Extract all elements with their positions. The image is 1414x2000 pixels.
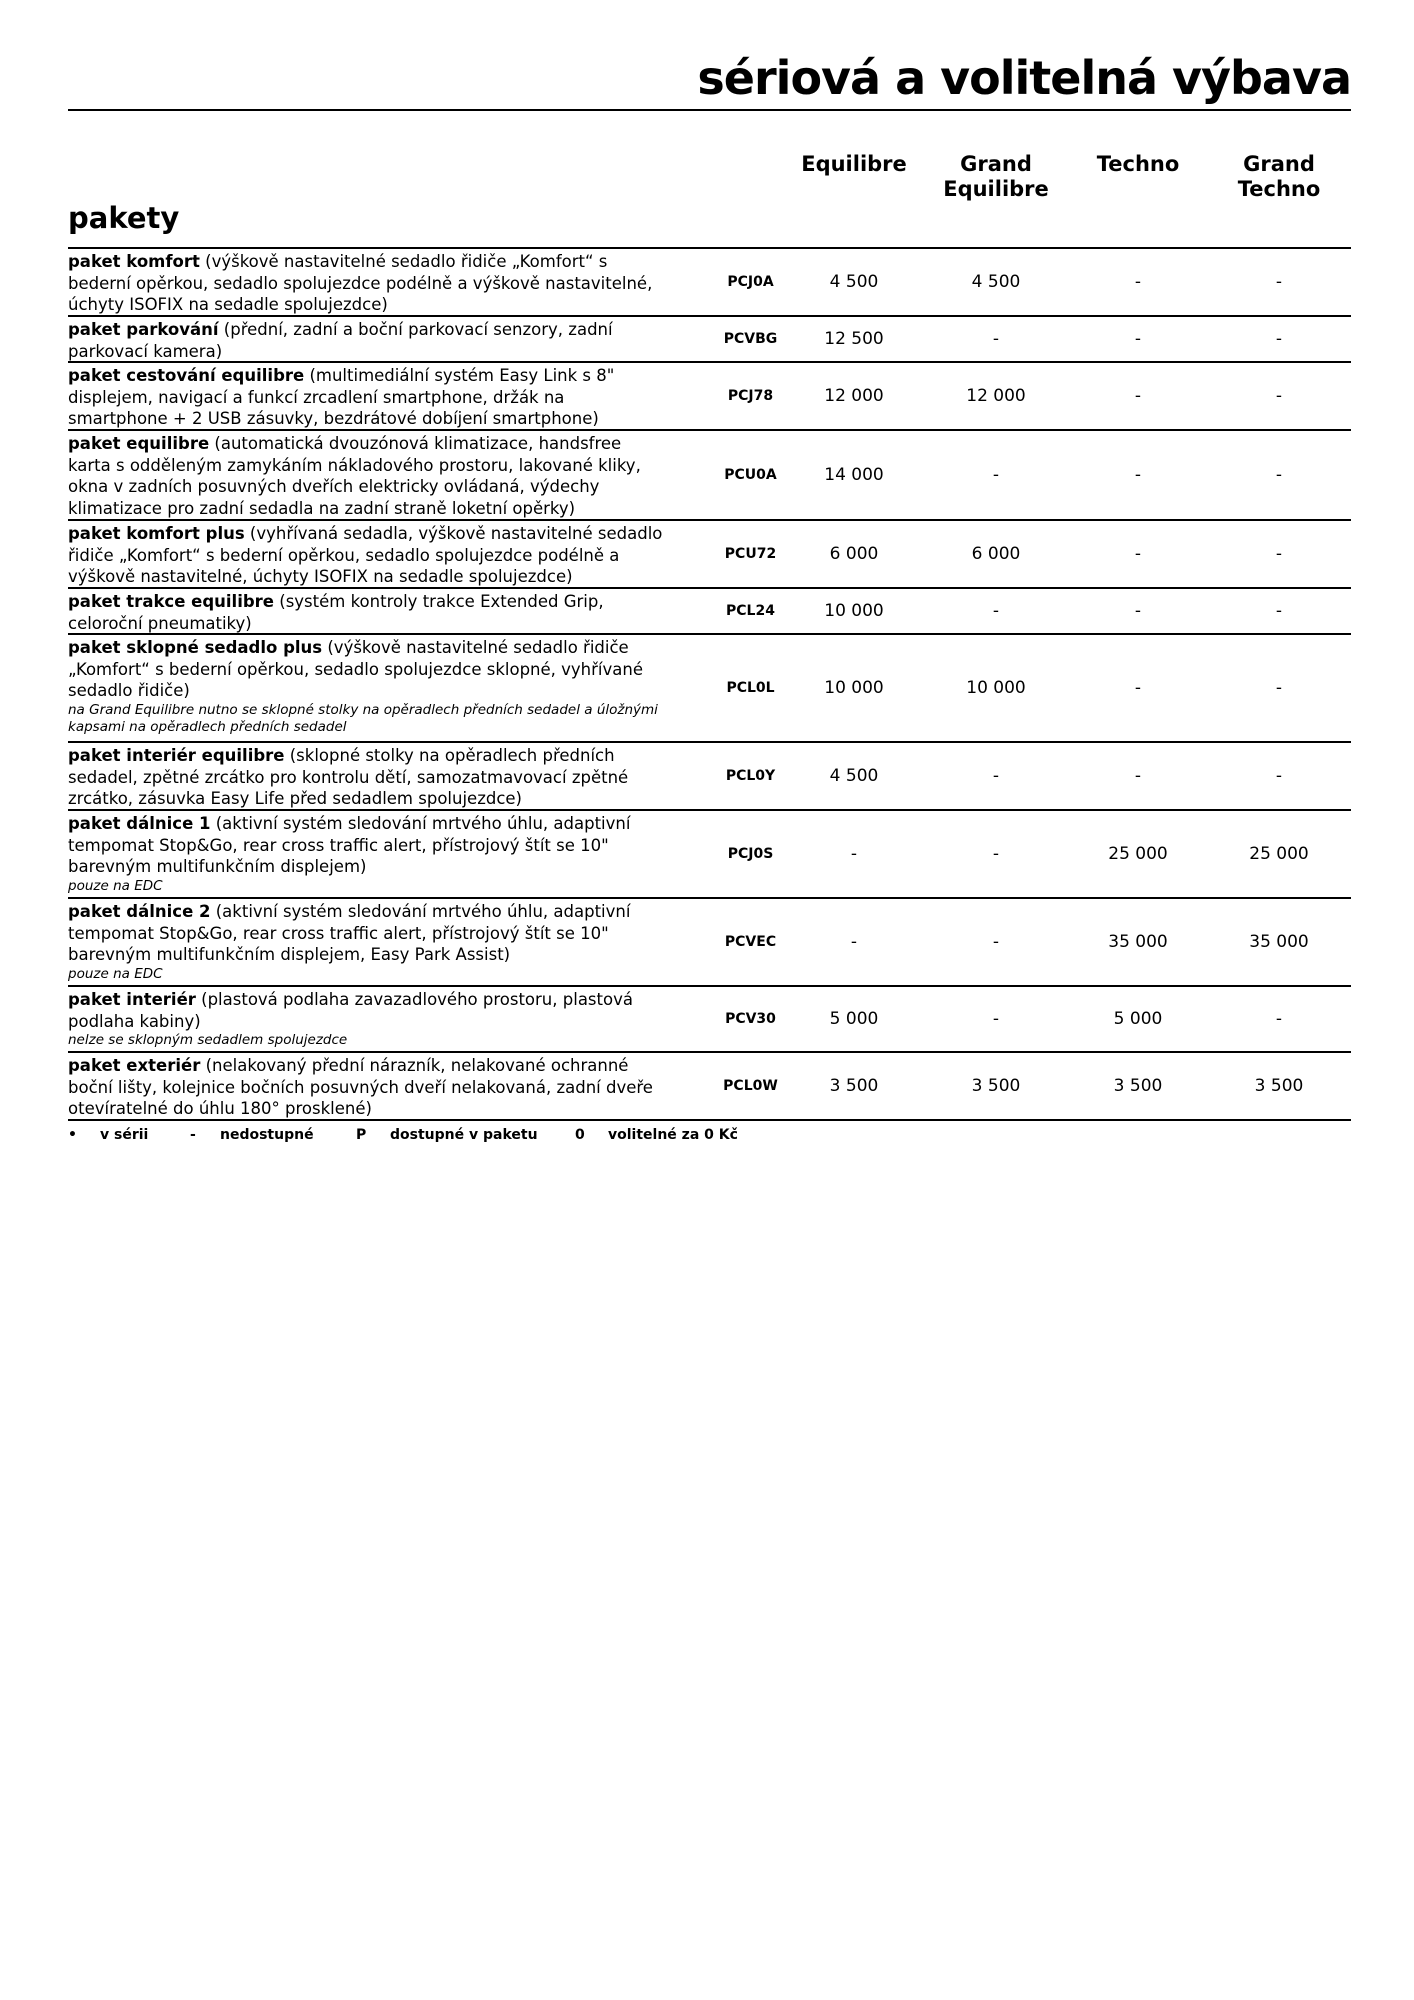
package-details: (plastová podlaha zavazadlového prostoru, plastová podlaha kabiny)	[68, 990, 633, 1031]
price-grand-equilibre: -	[992, 766, 1000, 786]
price-equilibre: 10 000	[824, 601, 884, 621]
package-description	[68, 523, 668, 588]
column-header-grand-techno: Grand Techno	[1237, 152, 1321, 201]
package-code: PCJ0A	[727, 274, 774, 290]
price-techno: 35 000	[1108, 932, 1168, 952]
price-grand-equilibre: -	[992, 1009, 1000, 1029]
page-title: sériová a volitelná výbava	[697, 51, 1351, 105]
package-description	[68, 319, 668, 362]
price-equilibre: 3 500	[829, 1076, 879, 1096]
price-grand-techno: -	[1275, 544, 1283, 564]
title-divider	[68, 109, 1351, 111]
table-row	[68, 987, 1351, 1053]
table-row	[68, 635, 1351, 743]
price-grand-equilibre: 10 000	[966, 678, 1026, 698]
package-details: (multimediální systém Easy Link s 8" displejem, navigací a funkcí zrcadlení smartphone, držák na smartphone + 2 USB zásuvky, bezdrátové dobíjení smartphone)	[68, 366, 615, 428]
package-name: paket sklopné sedadlo plus	[68, 638, 323, 657]
package-note: pouze na EDC	[68, 877, 163, 894]
package-name: paket exteriér	[68, 1056, 201, 1075]
package-code: PCVEC	[724, 934, 777, 950]
legend-text: nedostupné	[220, 1127, 314, 1143]
price-grand-techno: -	[1275, 766, 1283, 786]
package-name: paket trakce equilibre	[68, 592, 275, 611]
price-grand-equilibre: 4 500	[971, 272, 1021, 292]
package-code: PCL24	[726, 603, 775, 619]
price-equilibre: -	[850, 844, 858, 864]
price-grand-techno: -	[1275, 465, 1283, 485]
table-row	[68, 899, 1351, 987]
section-title: pakety	[68, 201, 180, 235]
legend-symbol: 0	[575, 1127, 585, 1143]
price-grand-techno: -	[1275, 386, 1283, 406]
package-code: PCL0W	[723, 1078, 778, 1094]
package-name: paket dálnice 1	[68, 814, 211, 833]
package-name: paket cestování equilibre	[68, 366, 305, 385]
legend	[68, 1125, 1068, 1145]
price-techno: -	[1134, 678, 1142, 698]
column-header-grand-equilibre: Grand Equilibre	[943, 152, 1049, 201]
package-name: paket parkování	[68, 320, 219, 339]
price-grand-techno: 3 500	[1254, 1076, 1304, 1096]
price-equilibre: 6 000	[829, 544, 879, 564]
package-name: paket komfort	[68, 252, 200, 271]
table-row	[68, 743, 1351, 811]
price-equilibre: 5 000	[829, 1009, 879, 1029]
package-description	[68, 433, 668, 519]
legend-symbol: P	[356, 1127, 367, 1143]
package-description	[68, 591, 668, 634]
package-name: paket komfort plus	[68, 524, 245, 543]
legend-symbol: •	[68, 1127, 77, 1143]
package-description	[68, 1055, 668, 1120]
price-techno: 3 500	[1113, 1076, 1163, 1096]
price-equilibre: 12 500	[824, 329, 884, 349]
table-row	[68, 521, 1351, 589]
price-grand-techno: 25 000	[1249, 844, 1309, 864]
package-code: PCU72	[724, 546, 777, 562]
package-code: PCV30	[725, 1011, 776, 1027]
package-code: PCJ0S	[727, 846, 774, 862]
price-grand-techno: 35 000	[1249, 932, 1309, 952]
price-grand-equilibre: -	[992, 601, 1000, 621]
price-grand-equilibre: 3 500	[971, 1076, 1021, 1096]
price-techno: -	[1134, 601, 1142, 621]
package-code: PCU0A	[724, 467, 777, 483]
package-name: paket equilibre	[68, 434, 210, 453]
price-equilibre: 14 000	[824, 465, 884, 485]
package-details: (automatická dvouzónová klimatizace, handsfree karta s odděleným zamykáním nákladového prostoru, lakované kliky, okna v zadních posuvných dveřích elektricky ovládaná, výdechy klimatizace pro zadní sedadla na zadní straně loketní opěrky)	[68, 434, 641, 518]
price-grand-equilibre: 12 000	[966, 386, 1026, 406]
package-details: (systém kontroly trakce Extended Grip, celoroční pneumatiky)	[68, 592, 604, 633]
price-equilibre: 10 000	[824, 678, 884, 698]
package-description	[68, 813, 668, 895]
price-equilibre: 4 500	[829, 272, 879, 292]
price-techno: -	[1134, 329, 1142, 349]
price-grand-techno: -	[1275, 329, 1283, 349]
packages-table	[68, 247, 1351, 1121]
table-row	[68, 589, 1351, 635]
table-row	[68, 249, 1351, 317]
price-equilibre: 4 500	[829, 766, 879, 786]
price-equilibre: 12 000	[824, 386, 884, 406]
package-details: (přední, zadní a boční parkovací senzory, zadní parkovací kamera)	[68, 320, 613, 361]
table-row	[68, 431, 1351, 521]
column-header-equilibre: Equilibre	[801, 152, 907, 176]
package-code: PCJ78	[727, 388, 774, 404]
table-row	[68, 1053, 1351, 1121]
table-row	[68, 363, 1351, 431]
column-header-techno: Techno	[1096, 152, 1180, 176]
price-grand-equilibre: -	[992, 329, 1000, 349]
package-details: (výškově nastavitelné sedadlo řidiče „Komfort“ s bederní opěrkou, sedadlo spolujezdce sklopné, vyhřívané sedadlo řidiče)	[68, 638, 643, 700]
package-description	[68, 365, 668, 430]
package-details: (výškově nastavitelné sedadlo řidiče „Komfort“ s bederní opěrkou, sedadlo spolujezdce podélně a výškově nastavitelné, úchyty ISOFIX na sedadle spolujezdce)	[68, 252, 653, 314]
legend-text: volitelné za 0 Kč	[608, 1127, 738, 1143]
price-grand-equilibre: 6 000	[971, 544, 1021, 564]
package-details: (nelakovaný přední nárazník, nelakované ochranné boční lišty, kolejnice bočních posuvných dveří nelakovaná, zadní dveře otevíratelné do úhlu 180° prosklené)	[68, 1056, 653, 1118]
package-code: PCL0Y	[725, 768, 776, 784]
package-details: (aktivní systém sledování mrtvého úhlu, adaptivní tempomat Stop&Go, rear cross traffic alert, přístrojový štít se 10" barevným multifunkčním displejem)	[68, 814, 631, 876]
table-row	[68, 317, 1351, 363]
package-details: (aktivní systém sledování mrtvého úhlu, adaptivní tempomat Stop&Go, rear cross traffic alert, přístrojový štít se 10" barevným multifunkčním displejem, Easy Park Assist)	[68, 902, 631, 964]
package-code: PCVBG	[723, 331, 778, 347]
package-name: paket interiér	[68, 990, 196, 1009]
package-description	[68, 745, 668, 810]
price-grand-techno: -	[1275, 272, 1283, 292]
package-details: (vyhřívaná sedadla, výškově nastavitelné sedadlo řidiče „Komfort“ s bederní opěrkou, sedadlo spolujezdce podélně a výškově nastavitelné, úchyty ISOFIX na sedadle spolujezdce)	[68, 524, 663, 586]
price-techno: -	[1134, 766, 1142, 786]
price-techno: 5 000	[1113, 1009, 1163, 1029]
package-note: na Grand Equilibre nutno se sklopné stolky na opěradlech předních sedadel a úložnými kapsami na opěradlech předních sedadel	[68, 701, 658, 735]
price-grand-equilibre: -	[992, 932, 1000, 952]
legend-text: dostupné v paketu	[390, 1127, 538, 1143]
price-grand-equilibre: -	[992, 465, 1000, 485]
legend-symbol: -	[190, 1127, 196, 1143]
package-note: pouze na EDC	[68, 965, 163, 982]
price-grand-techno: -	[1275, 1009, 1283, 1029]
price-techno: -	[1134, 272, 1142, 292]
package-description	[68, 989, 668, 1049]
price-techno: -	[1134, 544, 1142, 564]
price-grand-equilibre: -	[992, 844, 1000, 864]
price-techno: 25 000	[1108, 844, 1168, 864]
legend-text: v sérii	[100, 1127, 149, 1143]
price-grand-techno: -	[1275, 678, 1283, 698]
price-equilibre: -	[850, 932, 858, 952]
package-note: nelze se sklopným sedadlem spolujezdce	[68, 1032, 348, 1048]
price-techno: -	[1134, 386, 1142, 406]
package-description	[68, 637, 668, 736]
price-grand-techno: -	[1275, 601, 1283, 621]
package-name: paket interiér equilibre	[68, 746, 285, 765]
package-code: PCL0L	[726, 680, 775, 696]
package-description	[68, 901, 668, 983]
price-techno: -	[1134, 465, 1142, 485]
package-name: paket dálnice 2	[68, 902, 211, 921]
package-description	[68, 251, 668, 316]
package-details: (sklopné stolky na opěradlech předních sedadel, zpětné zrcátko pro kontrolu dětí, samozatmavovací zpětné zrcátko, zásuvka Easy Life před sedadlem spolujezdce)	[68, 746, 629, 808]
table-row	[68, 811, 1351, 899]
